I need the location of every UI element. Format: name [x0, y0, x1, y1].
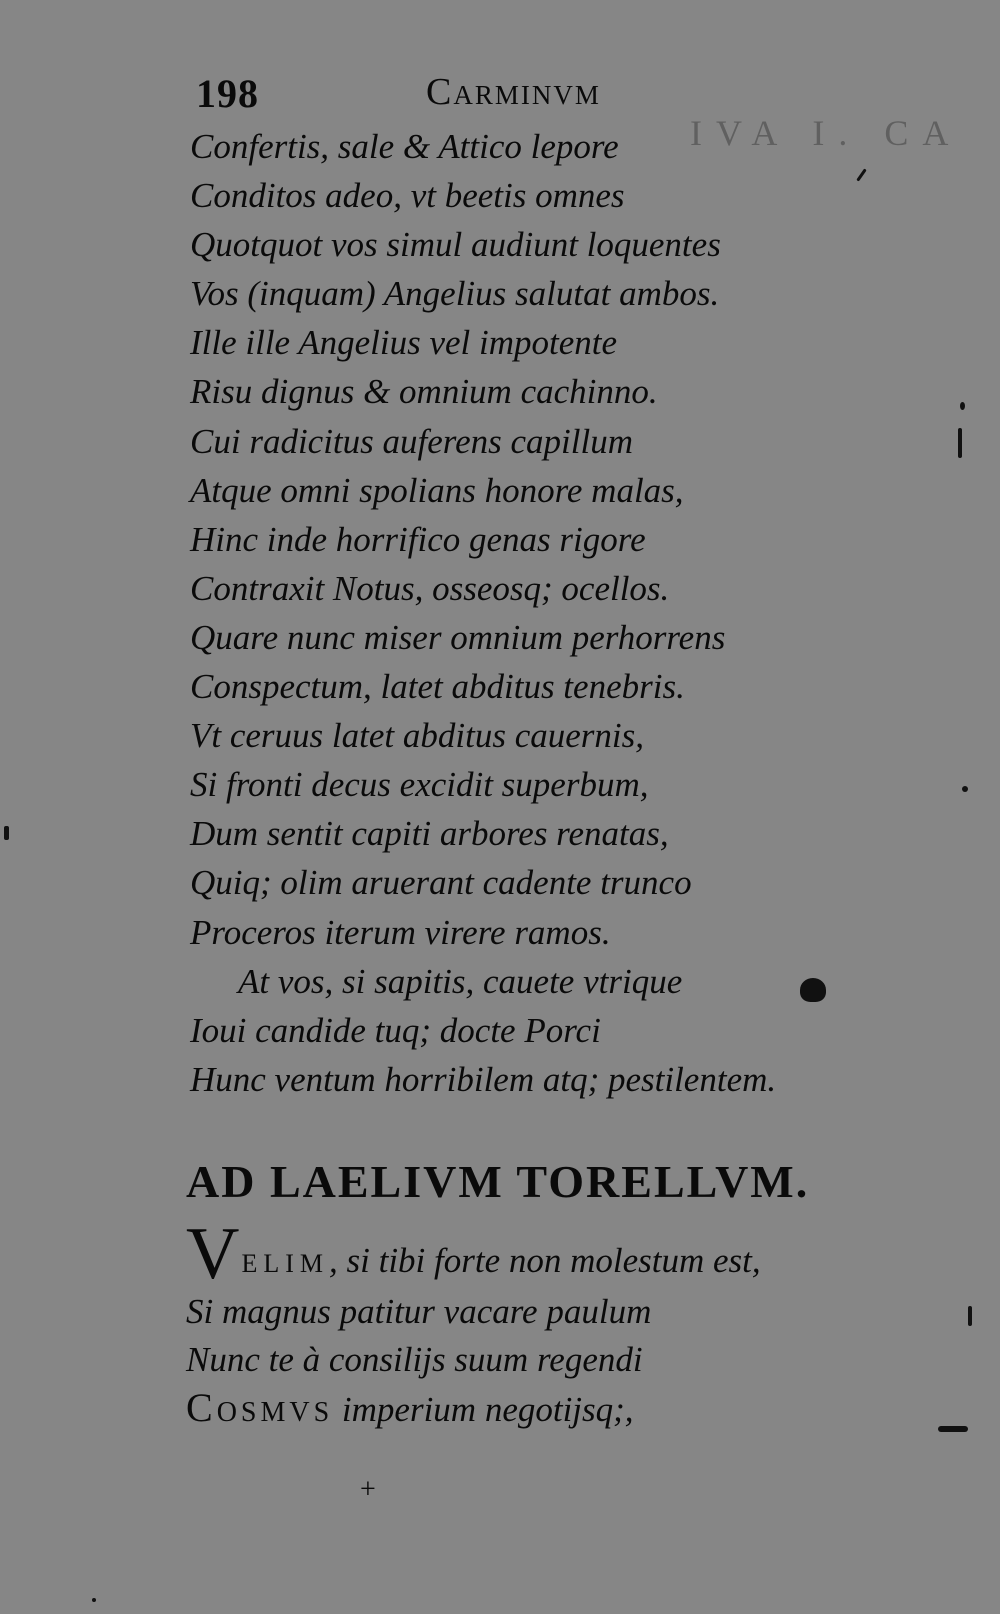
scan-speck	[960, 402, 965, 410]
drop-initial: V	[186, 1213, 240, 1295]
verse-line: Contraxit Notus, osseosq; ocellos.	[190, 568, 670, 608]
verse-line: Confertis, sale & Attico lepore	[190, 127, 619, 166]
verse-line-rest: imperium negotijsq;,	[333, 1390, 634, 1429]
scan-speck	[4, 826, 9, 840]
verse-line: Ille ille Angelius vel impotente	[190, 323, 618, 363]
poem-ad-laelium	[186, 1213, 886, 1437]
name-small-caps: OSMVS	[216, 1397, 334, 1428]
name-initial: C	[186, 1385, 217, 1430]
verse-line: Ioui candide tuq; docte Porci	[190, 1010, 601, 1050]
verse-line: Nunc te à consilijs suum regendi	[186, 1340, 643, 1379]
running-title: Carminvm	[426, 71, 601, 113]
verse-line: Proceros iterum virere ramos.	[190, 912, 611, 952]
verse-line: Hinc inde horrifico genas rigore	[190, 519, 646, 559]
verse-line: Quiq; olim aruerant cadente trunco	[190, 863, 692, 903]
scan-speck	[968, 1306, 972, 1326]
running-head	[196, 70, 696, 120]
verse-line: Quotquot vos simul audiunt loquentes	[190, 225, 721, 265]
verse-line: Conspectum, latet abditus tenebris.	[190, 667, 685, 707]
small-caps-word: ELIM	[241, 1249, 329, 1278]
verse-line: Vt ceruus latet abditus cauernis,	[190, 716, 644, 756]
verse-line: Si fronti decus excidit superbum,	[190, 765, 649, 805]
verse-line: Atque omni spolians honore malas,	[190, 470, 684, 510]
verse-line: Dum sentit capiti arbores renatas,	[190, 814, 669, 854]
verse-line: Cui radicitus auferens capillum	[190, 421, 633, 461]
name-capitals	[186, 1385, 334, 1430]
verse-line-first	[186, 1213, 886, 1295]
poem-heading: AD LAELIVM TORELLVM.	[186, 1156, 810, 1207]
verse-line: Vos (inquam) Angelius salutat ambos.	[190, 274, 720, 314]
page-number: 198	[196, 71, 259, 116]
bleed-through-text: IVA I. CA	[690, 113, 963, 153]
catchword-mark: +	[360, 1474, 376, 1505]
scan-speck	[938, 1426, 968, 1432]
verse-line: Si magnus patitur vacare paulum	[186, 1292, 652, 1331]
ink-blot	[800, 978, 826, 1002]
scan-speck	[92, 1598, 96, 1602]
verse-line: Quare nunc miser omnium perhorrens	[190, 617, 726, 657]
scan-speck	[958, 428, 962, 458]
poem-continued	[190, 122, 870, 1104]
verse-line: Risu dignus & omnium cachinno.	[190, 372, 658, 412]
verse-line: Conditos adeo, vt beetis omnes	[190, 176, 625, 216]
verse-line-last	[186, 1384, 886, 1437]
scan-speck	[962, 786, 968, 792]
verse-line-rest: , si tibi forte non molestum est,	[329, 1241, 761, 1280]
verse-line-indented: At vos, si sapitis, cauete vtrique	[238, 961, 683, 1001]
verse-line: Hunc ventum horribilem atq; pestilentem.	[190, 1059, 777, 1099]
